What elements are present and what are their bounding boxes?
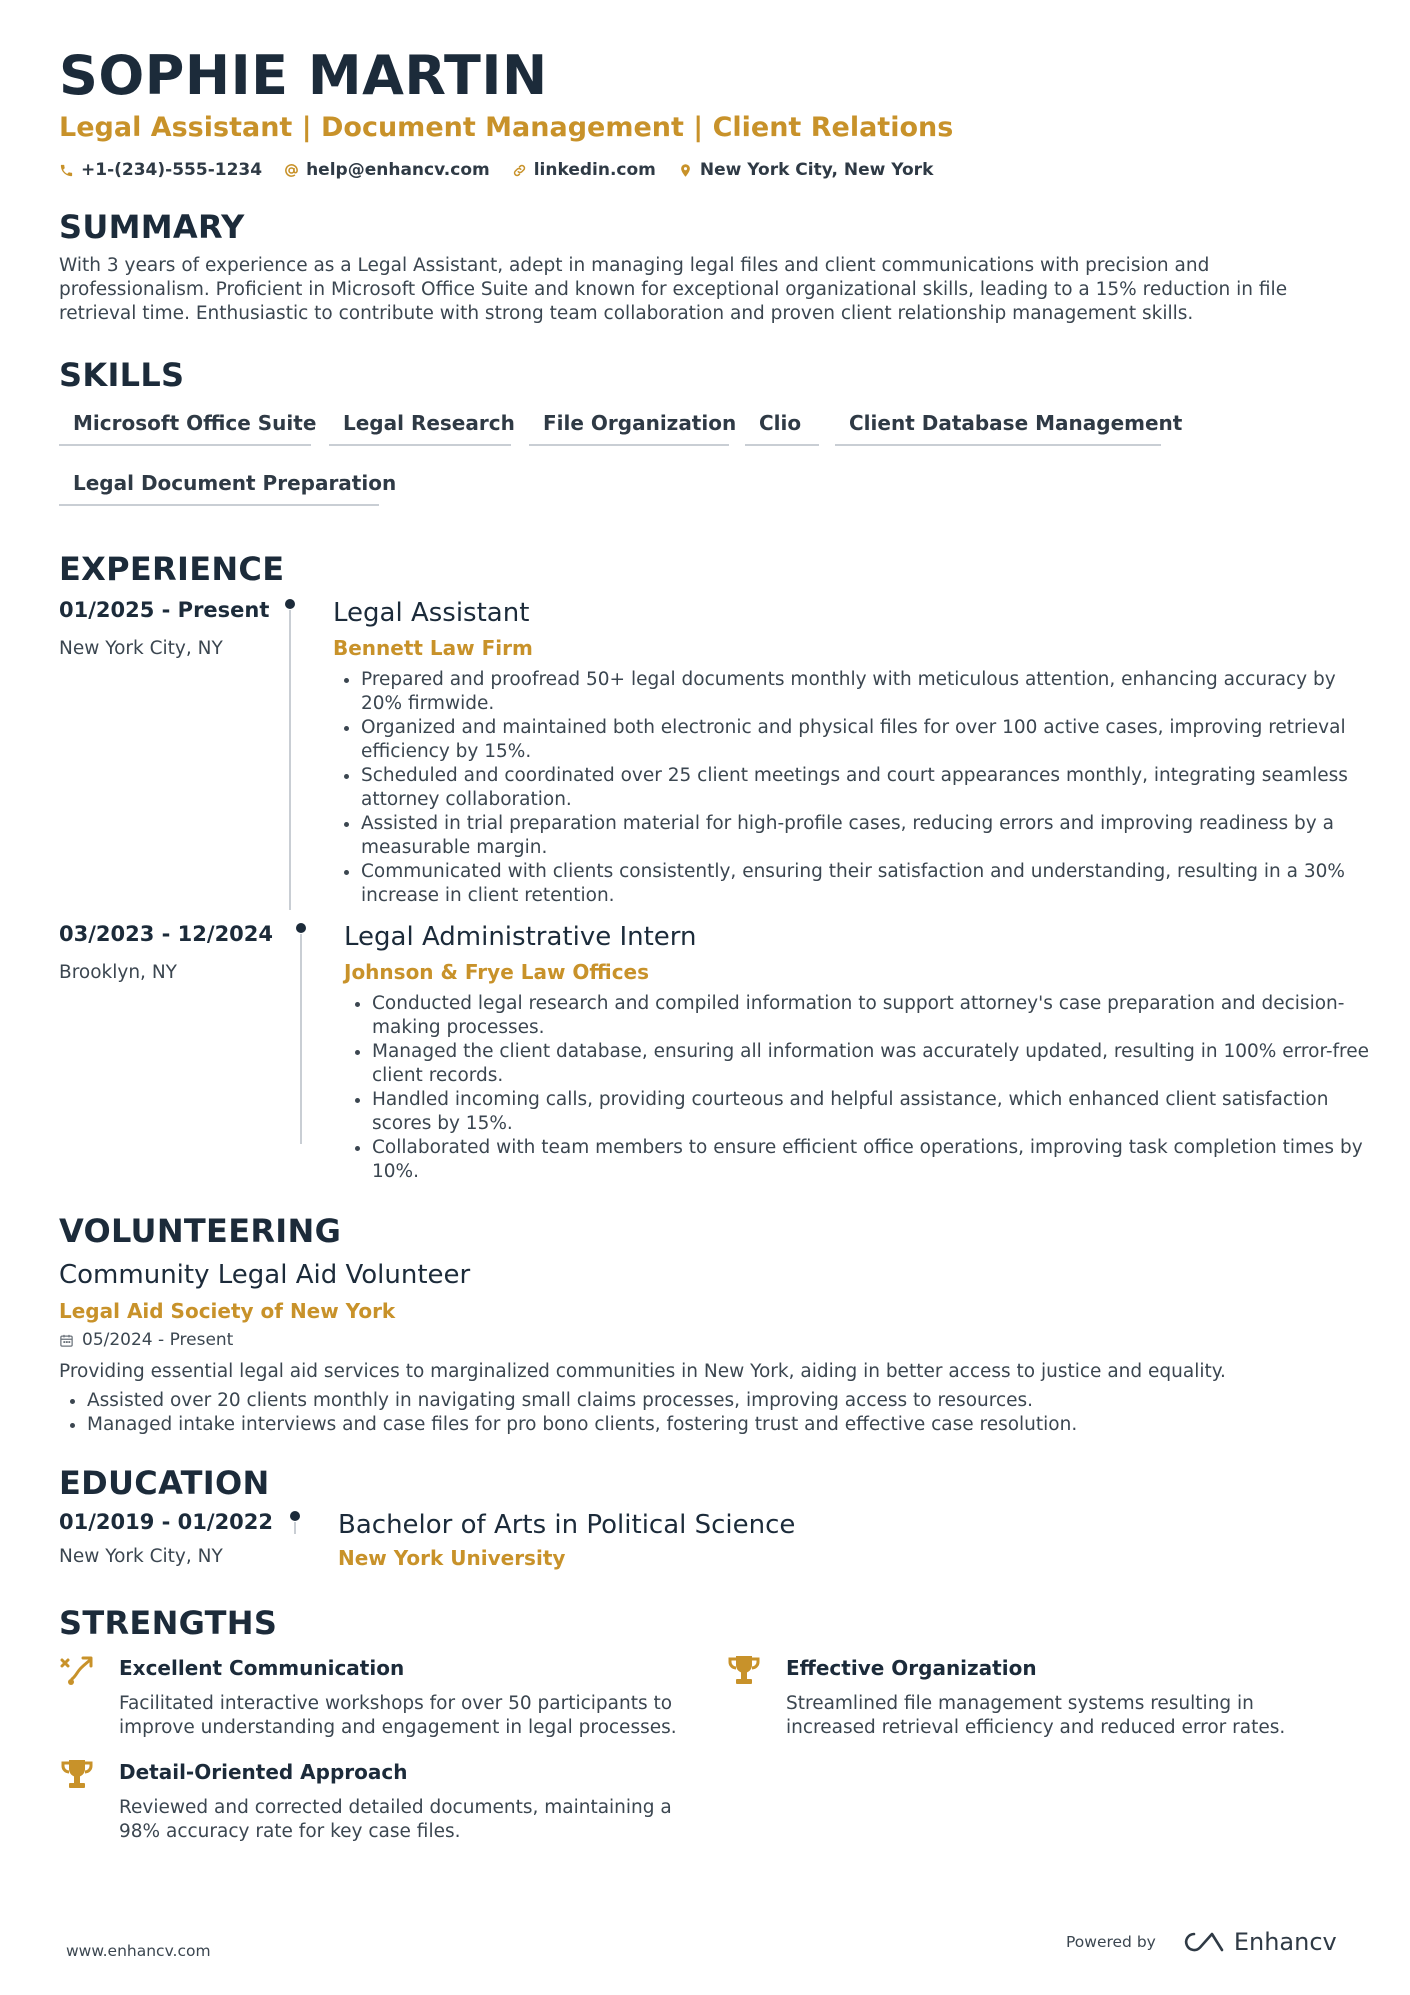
- contact-email-text: help@enhancv.com: [306, 160, 490, 180]
- education-school: New York University: [338, 1546, 566, 1570]
- list-item: • Prepared and proofread 50+ legal documents monthly with meticulous attention, enhancing accuracy by 20% firmwide.: [361, 668, 1361, 716]
- skill-tag: File Organization: [529, 408, 729, 446]
- summary-text: With 3 years of experience as a Legal Assistant, adept in managing legal files and client communications with precision and professionalism. Proficient in Microsoft Office Suite and known for exceptional organizational skills, leading to a 15% reduction in file retrieval time. Enthusiastic to contribute with strong team collaboration and proven client relationship management skills.: [59, 255, 1288, 324]
- skill-tag: Client Database Management: [835, 408, 1161, 446]
- volunteering-date-text: 05/2024 - Present: [82, 1330, 234, 1350]
- strength-text: Streamlined file management systems resulting in increased retrieval efficiency and reduced error rates.: [786, 1693, 1286, 1738]
- skills-heading: SKILLS: [59, 356, 185, 394]
- strength-title: Effective Organization: [786, 1656, 1037, 1680]
- experience-bullets: [333, 668, 1361, 908]
- strength-item: [59, 1652, 679, 1738]
- skill-tag: Microsoft Office Suite: [59, 408, 311, 446]
- location-pin-icon: [678, 163, 693, 178]
- experience-location: New York City, NY: [59, 638, 223, 659]
- skill-tag: Clio: [745, 408, 819, 446]
- timeline-dot: [296, 923, 306, 933]
- education-date: 01/2019 - 01/2022: [59, 1510, 274, 1534]
- education-heading: EDUCATION: [59, 1464, 270, 1502]
- experience-company: Bennett Law Firm: [333, 636, 533, 660]
- contact-phone[interactable]: [59, 160, 262, 180]
- list-item: • Managed intake interviews and case files for pro bono clients, fostering trust and effective case resolution.: [87, 1413, 1347, 1437]
- footer-website[interactable]: www.enhancv.com: [66, 1942, 211, 1960]
- candidate-headline: Legal Assistant | Document Management | Client Relations: [59, 112, 954, 143]
- strength-text: Facilitated interactive workshops for over 50 participants to improve understanding and engagement in legal processes.: [119, 1693, 677, 1738]
- contact-row: [59, 160, 933, 180]
- list-item: • Communicated with clients consistently, ensuring their satisfaction and understanding, resulting in a 30% increase in client retention.: [361, 860, 1361, 908]
- list-item: • Collaborated with team members to ensure efficient office operations, improving task completion times by 10%.: [372, 1136, 1382, 1184]
- contact-location-text: New York City, New York: [699, 160, 934, 180]
- education-entry: [59, 1510, 1359, 1580]
- contact-email[interactable]: [284, 160, 490, 180]
- strategy-icon: [59, 1652, 95, 1688]
- experience-location: Brooklyn, NY: [59, 962, 177, 983]
- timeline-dot: [285, 599, 295, 609]
- experience-role: Legal Administrative Intern: [344, 922, 697, 952]
- strength-item: [726, 1652, 1346, 1738]
- footer-branding: [1066, 1928, 1337, 1956]
- summary-heading: SUMMARY: [59, 208, 245, 246]
- contact-phone-text: +1-(234)-555-1234: [81, 160, 263, 180]
- timeline-line: [300, 934, 302, 1144]
- timeline-line: [294, 1522, 296, 1534]
- list-item: • Scheduled and coordinated over 25 client meetings and court appearances monthly, integrating seamless attorney collaboration.: [361, 764, 1361, 812]
- trophy-icon: [59, 1756, 95, 1792]
- volunteering-date: [59, 1330, 233, 1350]
- strength-text: Reviewed and corrected detailed documents, maintaining a 98% accuracy rate for key case files.: [119, 1797, 672, 1842]
- experience-date: 03/2023 - 12/2024: [59, 922, 274, 946]
- list-item: • Assisted over 20 clients monthly in navigating small claims processes, improving access to resources.: [87, 1389, 1347, 1413]
- volunteering-bullets: [59, 1389, 1347, 1437]
- experience-company: Johnson & Frye Law Offices: [344, 960, 650, 984]
- list-item: • Managed the client database, ensuring all information was accurately updated, resulting in 100% error-free client records.: [372, 1040, 1382, 1088]
- volunteering-role: Community Legal Aid Volunteer: [59, 1260, 471, 1290]
- experience-bullets: [344, 992, 1382, 1184]
- contact-linkedin[interactable]: [512, 160, 656, 180]
- experience-role: Legal Assistant: [333, 598, 530, 628]
- timeline-dot: [290, 1511, 300, 1521]
- volunteering-heading: VOLUNTEERING: [59, 1212, 342, 1250]
- experience-entry: [59, 598, 1359, 908]
- candidate-name: SOPHIE MARTIN: [59, 44, 548, 107]
- education-degree: Bachelor of Arts in Political Science: [338, 1510, 796, 1540]
- contact-linkedin-text: linkedin.com: [533, 160, 656, 180]
- list-item: • Assisted in trial preparation material for high-profile cases, reducing errors and improving readiness by a measurable margin.: [361, 812, 1361, 860]
- skill-tag: Legal Research: [329, 408, 511, 446]
- enhancv-logo-text: Enhancv: [1233, 1928, 1337, 1956]
- enhancv-logo[interactable]: [1180, 1928, 1337, 1956]
- education-location: New York City, NY: [59, 1546, 223, 1567]
- skill-tag: Legal Document Preparation: [59, 468, 379, 506]
- list-item: • Handled incoming calls, providing courteous and helpful assistance, which enhanced client satisfaction scores by 15%.: [372, 1088, 1382, 1136]
- volunteering-description: Providing essential legal aid services to marginalized communities in New York, aiding in better access to justice and equality.: [59, 1361, 1226, 1382]
- link-icon: [512, 163, 527, 178]
- strength-item: [59, 1756, 679, 1842]
- timeline-line: [289, 610, 291, 910]
- volunteering-org: Legal Aid Society of New York: [59, 1299, 396, 1323]
- strength-title: Excellent Communication: [119, 1656, 405, 1680]
- experience-heading: EXPERIENCE: [59, 550, 285, 588]
- list-item: • Organized and maintained both electronic and physical files for over 100 active cases, improving retrieval efficiency by 15%.: [361, 716, 1361, 764]
- experience-entry: [59, 922, 1370, 1182]
- powered-by-label: Powered by: [1066, 1933, 1156, 1951]
- phone-icon: [59, 163, 74, 178]
- contact-location: [678, 160, 933, 180]
- enhancv-logo-icon: [1180, 1929, 1226, 1955]
- trophy-icon: [726, 1652, 762, 1688]
- experience-date: 01/2025 - Present: [59, 598, 270, 622]
- strength-title: Detail-Oriented Approach: [119, 1760, 408, 1784]
- strengths-heading: STRENGTHS: [59, 1604, 278, 1642]
- calendar-icon: [59, 1333, 74, 1348]
- at-icon: [284, 163, 299, 178]
- list-item: • Conducted legal research and compiled information to support attorney's case preparation and decision-making processes.: [372, 992, 1382, 1040]
